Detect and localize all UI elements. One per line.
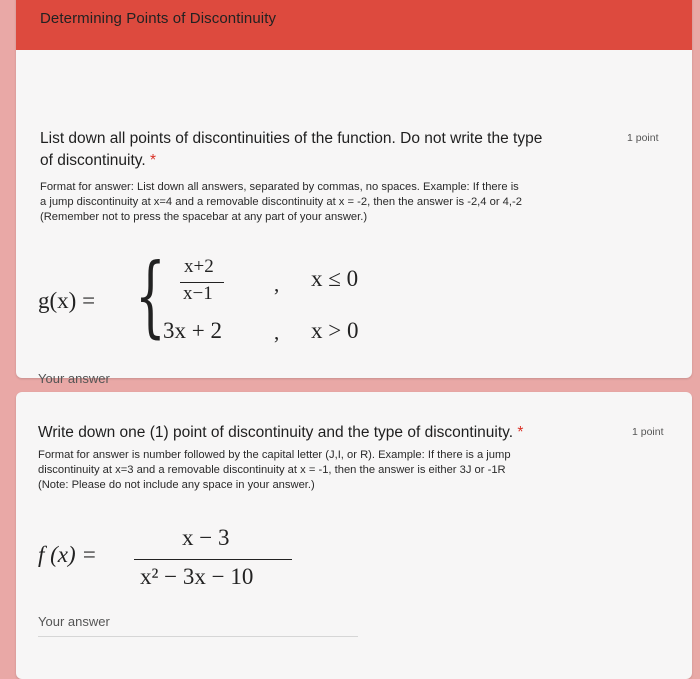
required-asterisk: * — [150, 152, 157, 169]
section-title: Determining Points of Discontinuity — [40, 10, 277, 27]
fraction-bar — [134, 559, 292, 560]
function-f-lhs: f (x) = — [38, 542, 97, 567]
function-g-lhs: g(x) = — [38, 288, 96, 313]
answer-2-input[interactable]: Your answer — [38, 614, 110, 629]
question-card-2 — [16, 392, 692, 679]
piece-2-comma: , — [274, 320, 280, 344]
question-2-format: Format for answer is number followed by the capital letter (J,I, or R). Example: If there is a jump discontinuity at x=3 and a removable discontinuity at x = -1, then the answer is either 3J or -1R (Note: Please do not include any space in your answer.) — [38, 449, 511, 491]
piece-1-comma: , — [274, 272, 280, 296]
numerator: x − 3 — [182, 525, 230, 550]
piece-2-expression: 3x + 2 — [163, 318, 222, 343]
question-2-title: Write down one (1) point of discontinuity and the type of discontinuity. * — [38, 424, 524, 441]
answer-2-underline — [38, 636, 358, 637]
denominator: x² − 3x − 10 — [140, 564, 254, 589]
question-1-points: 1 point — [627, 132, 659, 144]
piece-1-denominator: x−1 — [183, 283, 213, 304]
answer-1-input[interactable]: Your answer — [38, 371, 110, 386]
question-1-format: Format for answer: List down all answers, separated by commas, no spaces. Example: If there is a jump discontinuity at x=4 and a removable discontinuity at x = -2, then the answer is -2,4 or 4,-2 (Remember not to press the spacebar at any part of your answer.) — [40, 181, 522, 223]
piece-2-condition: x > 0 — [311, 318, 359, 343]
left-brace: { — [135, 244, 166, 347]
question-1-title: List down all points of discontinuities of the function. Do not write the type of discontinuity. * — [40, 130, 543, 169]
required-asterisk: * — [517, 424, 524, 441]
question-card-1 — [16, 0, 692, 386]
piece-1-numerator: x+2 — [184, 256, 214, 277]
question-2-points: 1 point — [632, 426, 664, 438]
piece-1-condition: x ≤ 0 — [311, 266, 359, 291]
